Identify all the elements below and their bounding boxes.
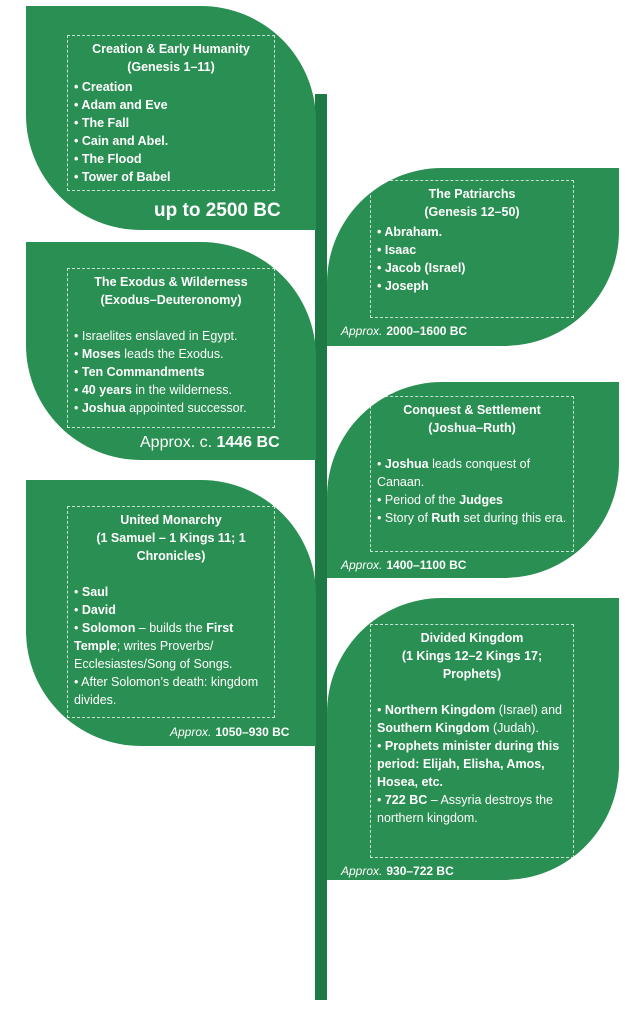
divided-date: Approx. 930–722 BC [341, 864, 454, 878]
list-item: • The Fall [74, 116, 130, 130]
list-item: • Joseph [377, 279, 429, 293]
list-item: • 722 BC – Assyria destroys the northern kingdom. [377, 793, 554, 825]
exodus-date: Approx. c. 1446 BC [140, 434, 280, 451]
exodus-title: The Exodus & Wilderness (Exodus–Deuteronomy) [94, 275, 248, 307]
conquest-date: Approx. 1400–1100 BC [341, 558, 467, 572]
list-item: • Jacob (Israel) [377, 261, 466, 275]
creation-date: up to 2500 BC [154, 200, 281, 221]
leaf-creation [26, 6, 316, 230]
list-item: • Saul [74, 585, 109, 599]
list-item: • Creation [74, 80, 133, 94]
list-item: • Abraham. [377, 225, 443, 239]
list-item: • Adam and Eve [74, 98, 168, 112]
leaf-monarchy [26, 480, 316, 746]
list-item: • Isaac [377, 243, 417, 257]
divided-title: Divided Kingdom (1 Kings 12–2 Kings 17; Prophets) [401, 631, 543, 681]
patriarchs-box [370, 180, 574, 318]
patriarchs-title: The Patriarchs (Genesis 12–50) [424, 187, 520, 219]
creation-title: Creation & Early Humanity (Genesis 1–11) [92, 42, 250, 74]
monarchy-date: Approx. 1050–930 BC [170, 725, 290, 739]
list-item: • Solomon – builds the First Temple; writes Proverbs/ Ecclesiastes/Song of Songs. [74, 621, 234, 671]
list-item: • Tower of Babel [74, 170, 171, 184]
list-item: • After Solomon’s death: kingdom divides. [74, 675, 259, 707]
list-item: • The Flood [74, 152, 142, 166]
timeline-stem [315, 94, 327, 1000]
list-item: • Joshua appointed successor. [74, 401, 247, 415]
list-item: • Cain and Abel. [74, 134, 169, 148]
creation-box [67, 35, 275, 191]
conquest-title: Conquest & Settlement (Joshua–Ruth) [403, 403, 541, 435]
list-item: • Moses leads the Exodus. [74, 347, 224, 361]
divided-box [370, 624, 574, 858]
list-item: • Prophets minister during this period: Elijah, Elisha, Amos, Hosea, etc. [377, 739, 560, 789]
patriarchs-date: Approx. 2000–1600 BC [341, 324, 468, 338]
leaf-divided [327, 598, 619, 880]
list-item: • Israelites enslaved in Egypt. [74, 329, 238, 343]
list-item: • Ten Commandments [74, 365, 205, 379]
leaf-conquest [327, 382, 619, 578]
list-item: • Period of the Judges [377, 493, 503, 507]
leaf-exodus [26, 242, 316, 460]
list-item: • David [74, 603, 116, 617]
list-item: • Joshua leads conquest of Canaan. [377, 457, 531, 489]
list-item: • Northern Kingdom (Israel) and Southern Kingdom (Judah). [377, 703, 562, 735]
list-item: • 40 years in the wilderness. [74, 383, 232, 397]
exodus-box [67, 268, 275, 428]
leaf-patriarchs [327, 168, 619, 346]
list-item: • Story of Ruth set during this era. [377, 511, 567, 525]
conquest-box [370, 396, 574, 552]
monarchy-title: United Monarchy (1 Samuel – 1 Kings 11; 1 Chronicles) [96, 513, 246, 563]
monarchy-box [67, 506, 275, 718]
